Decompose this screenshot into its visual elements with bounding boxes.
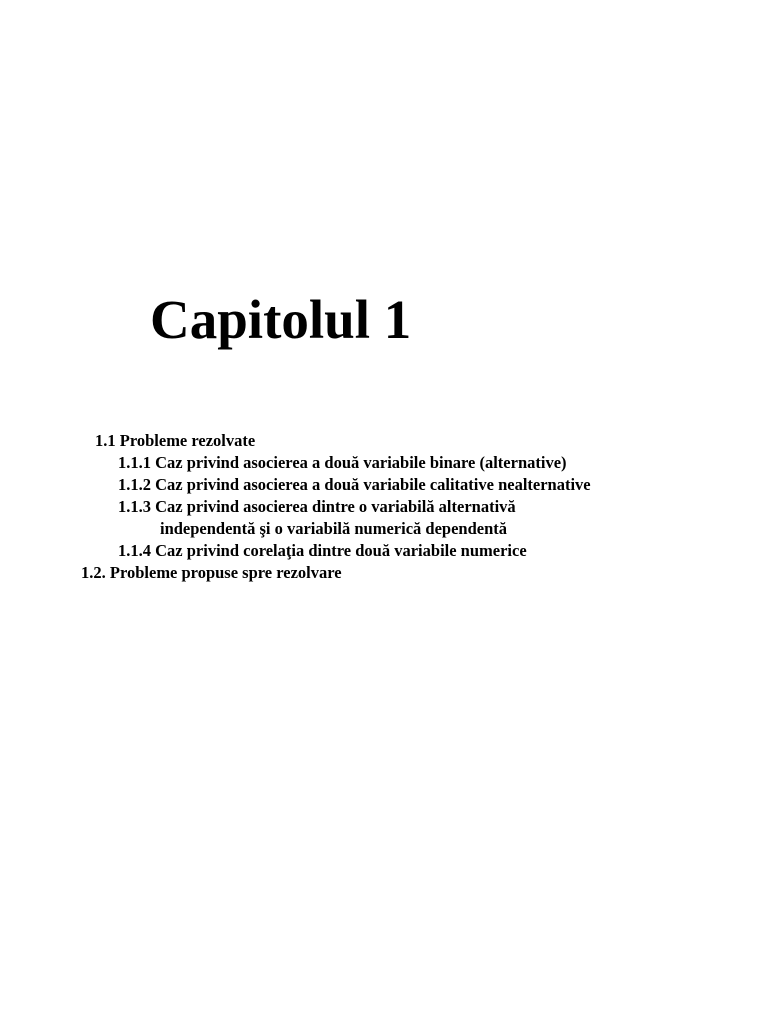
toc-item-1-2: 1.2. Probleme propuse spre rezolvare [81, 563, 342, 582]
toc-item-1-1-3-continuation: independentă şi o variabilă numerică dependentă [160, 519, 507, 538]
chapter-title: Capitolul 1 [150, 289, 412, 350]
toc-item-1-1-1: 1.1.1 Caz privind asocierea a două variabile binare (alternative) [118, 453, 567, 472]
toc-item-1-1-4: 1.1.4 Caz privind corelaţia dintre două variabile numerice [118, 541, 527, 560]
toc-item-1-1-3: 1.1.3 Caz privind asocierea dintre o variabilă alternativă [118, 497, 516, 516]
table-of-contents [0, 430, 768, 584]
toc-item-1-1-2: 1.1.2 Caz privind asocierea a două variabile calitative nealternative [118, 475, 591, 494]
toc-item-1-1: 1.1 Probleme rezolvate [95, 431, 256, 450]
